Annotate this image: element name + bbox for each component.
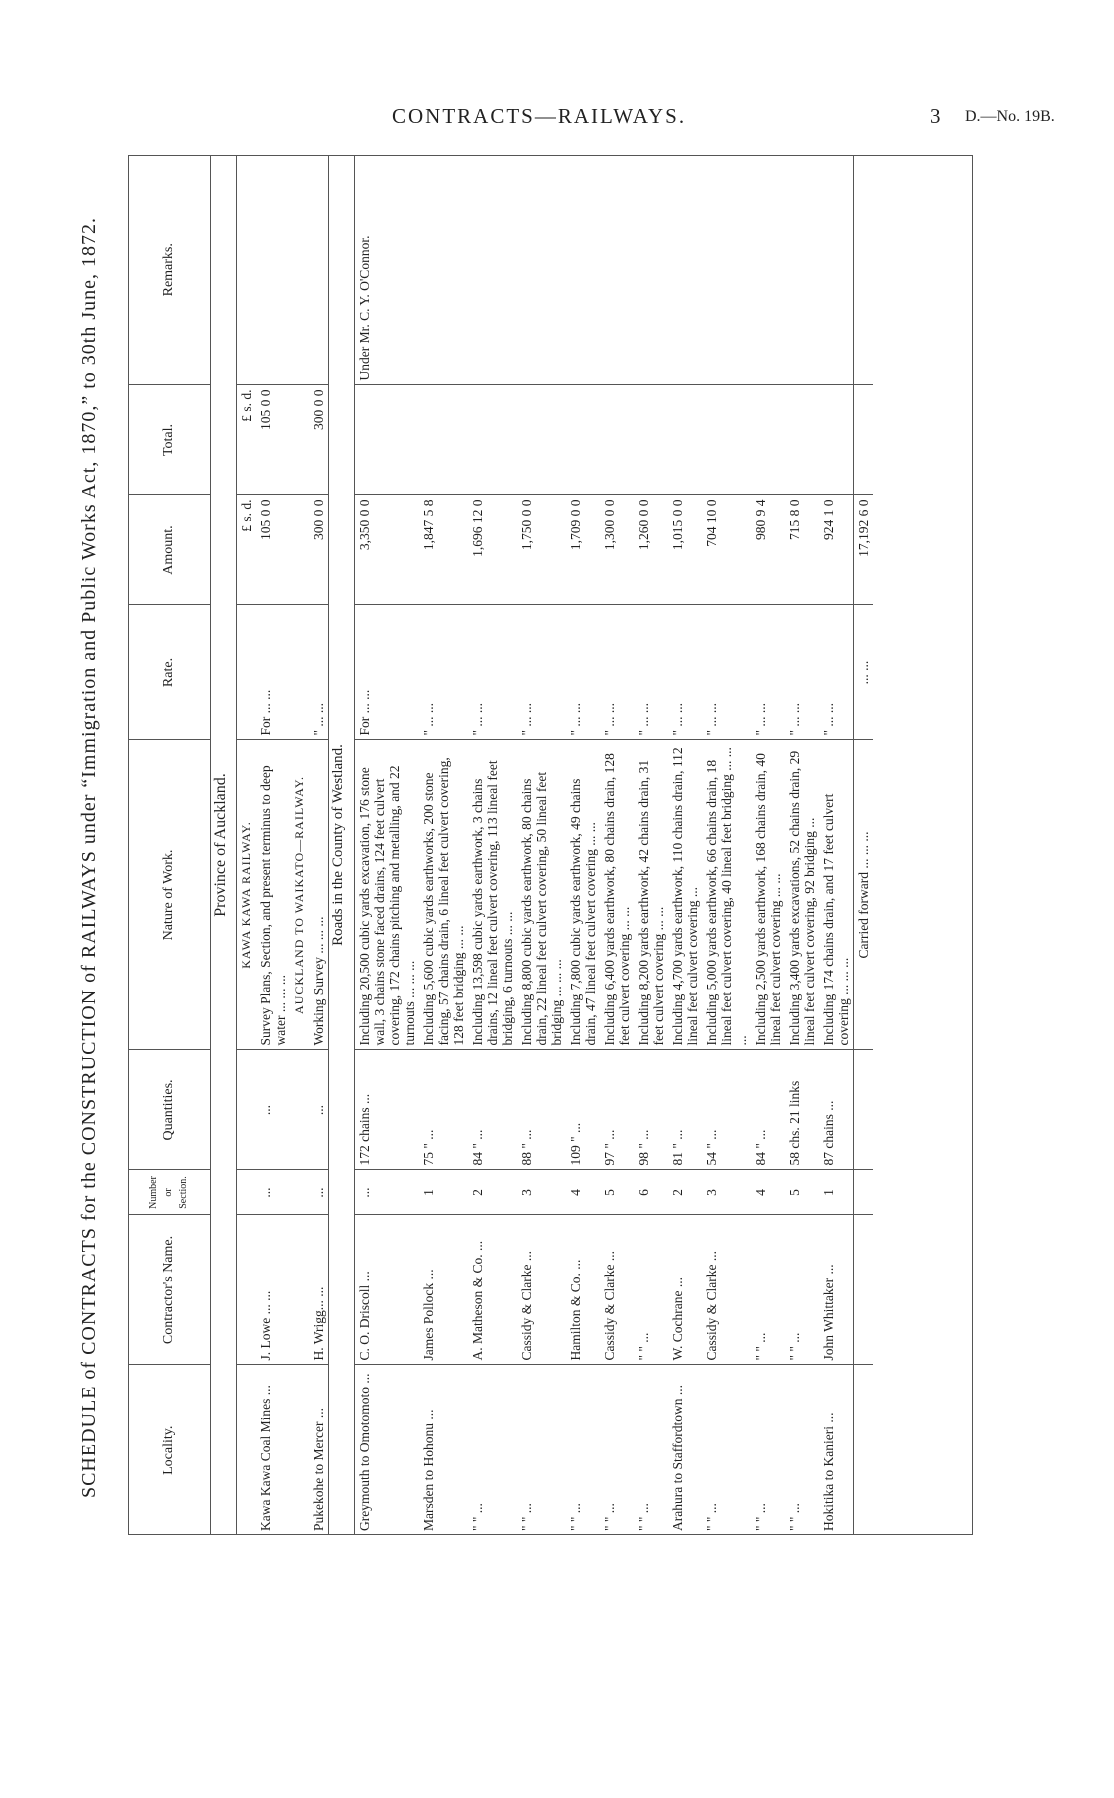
table-row <box>419 155 468 1535</box>
total-cell: 300 0 0 <box>309 385 329 495</box>
rate-cell: " ... ... <box>419 605 468 740</box>
nature-cell: Including 13,598 cubic yards earthwork, 3 chains drains, 12 lineal feet culvert covering, 113 lineal feet bridging, 6 turnouts ... ... <box>468 740 517 1050</box>
rate-cell: " ... ... <box>517 605 566 740</box>
quantities-cell: 54 " ... <box>702 1050 751 1170</box>
contractor-cell: A. Matheson & Co. ... <box>468 1215 517 1365</box>
nature-cell: Including 20,500 cubic yards excavation, 176 stone wall, 3 chains stone faced drains, 124 feet culvert covering, 172 chains pitching and metalling, and 22 turnouts ... ... ... <box>354 740 419 1050</box>
amount-cell: 1,015 0 0 <box>668 495 702 605</box>
contractor-cell: Cassidy & Clarke ... <box>702 1215 751 1365</box>
total-cell <box>468 385 517 495</box>
total-cell <box>702 385 751 495</box>
rate-cell: " ... ... <box>819 605 854 740</box>
locality-cell: Marsden to Hohonu ... <box>420 1409 436 1531</box>
quantities-cell: 88 " ... <box>517 1050 566 1170</box>
quantities-cell: ... <box>309 1050 329 1170</box>
col-quantities: Quantities. <box>128 1050 210 1170</box>
table-row <box>309 155 329 1535</box>
carried-forward-amount: 17,192 6 0 <box>853 495 873 605</box>
section-cell: 1 <box>419 1170 468 1215</box>
col-rate: Rate. <box>128 605 210 740</box>
rotated-schedule-sheet <box>78 150 988 1565</box>
col-contractor: Contractor's Name. <box>128 1215 210 1365</box>
remarks-empty-cell <box>785 155 819 385</box>
total-cell <box>566 385 600 495</box>
amount-cell: 715 8 0 <box>785 495 819 605</box>
col-locality: Locality. <box>128 1365 210 1535</box>
section-cell: 4 <box>566 1170 600 1215</box>
contractor-cell: Hamilton & Co. ... <box>566 1215 600 1365</box>
nature-cell: Including 6,400 yards earthwork, 80 chains drain, 128 feet culvert covering ... ... <box>600 740 634 1050</box>
rate-cell: " ... ... <box>566 605 600 740</box>
province-heading: Province of Auckland. <box>210 155 236 1535</box>
amount-cell: 1,300 0 0 <box>600 495 634 605</box>
total-cell <box>634 385 668 495</box>
remarks-empty-cell <box>819 155 854 385</box>
table-row <box>634 155 668 1535</box>
locality-cell: Hokitika to Kanieri ... <box>820 1412 836 1531</box>
total-cell <box>419 385 468 495</box>
col-remarks: Remarks. <box>128 155 210 385</box>
locality-cell: " " ... <box>518 1503 534 1531</box>
rate-cell: For ... ... <box>354 605 419 740</box>
nature-cell: Including 5,600 cubic yards earthworks, 200 stone facing, 57 chains drain, 6 lineal feet culvert covering, 128 feet bridging ... ... <box>419 740 468 1050</box>
auckland-waikato-heading: AUCKLAND TO WAIKATO—RAILWAY. <box>290 740 309 1050</box>
table-row <box>354 155 419 1535</box>
contractor-cell: " " ... <box>751 1215 785 1365</box>
nature-cell: Including 3,400 yards excavations, 52 chains drain, 29 lineal feet culvert covering, 92 bridging ... <box>785 740 819 1050</box>
locality-cell: " " ... <box>469 1503 485 1531</box>
nature-cell: Including 174 chains drain, and 17 feet culvert covering ... ... ... <box>819 740 854 1050</box>
section-cell: ... <box>354 1170 419 1215</box>
locality-cell: " " ... <box>703 1503 719 1531</box>
table-row <box>468 155 517 1535</box>
remarks-empty-cell <box>634 155 668 385</box>
nature-cell: Including 5,000 yards earthwork, 66 chains drain, 18 lineal feet culvert covering, 40 lineal feet bridging ... ... ... <box>702 740 751 1050</box>
table-row <box>517 155 566 1535</box>
contractor-cell: J. Lowe ... ... <box>256 1215 290 1365</box>
table-header-row <box>128 155 210 1535</box>
table-row <box>256 155 290 1535</box>
rate-cell: " ... ... <box>751 605 785 740</box>
total-cell: 105 0 0 <box>256 385 290 495</box>
locality-cell: Greymouth to Omotomoto ... <box>356 1373 372 1531</box>
total-cell <box>751 385 785 495</box>
nature-cell: Working Survey ... ... ... <box>309 740 329 1050</box>
col-total: Total. <box>128 385 210 495</box>
total-cell <box>668 385 702 495</box>
locality-cell: " " ... <box>635 1503 651 1531</box>
col-section: Number or Section. <box>128 1170 210 1215</box>
county-heading: Roads in the County of Westland. <box>328 155 354 1535</box>
amount-cell: 1,750 0 0 <box>517 495 566 605</box>
amount-cell: 1,847 5 8 <box>419 495 468 605</box>
amount-cell: 924 1 0 <box>819 495 854 605</box>
quantities-cell: 75 " ... <box>419 1050 468 1170</box>
section-cell: 3 <box>702 1170 751 1215</box>
rate-cell: " ... ... <box>702 605 751 740</box>
nature-cell: Survey Plans, Section, and present terminus to deep water ... ... ... <box>256 740 290 1050</box>
document-reference: D.—No. 19B. <box>965 108 1055 125</box>
locality-cell: " " ... <box>786 1503 802 1531</box>
section-cell: 1 <box>819 1170 854 1215</box>
remarks-empty-cell <box>668 155 702 385</box>
quantities-cell: 109 " ... <box>566 1050 600 1170</box>
total-currency: £ s. d. <box>236 385 256 495</box>
remarks-cell: Under Mr. C. Y. O'Connor. <box>354 155 419 385</box>
amount-cell: 3,350 0 0 <box>354 495 419 605</box>
quantities-cell: ... <box>256 1050 290 1170</box>
section-cell: 5 <box>600 1170 634 1215</box>
kawa-railway-heading: KAWA KAWA RAILWAY. <box>236 740 256 1050</box>
section-cell: 2 <box>668 1170 702 1215</box>
col-amount: Amount. <box>128 495 210 605</box>
amount-cell: 704 10 0 <box>702 495 751 605</box>
rate-cell: For ... ... <box>256 605 290 740</box>
amount-currency: £ s. d. <box>236 495 256 605</box>
page-header-title: CONTRACTS—RAILWAYS. <box>392 104 687 128</box>
locality-cell: " " ... <box>567 1503 583 1531</box>
table-row <box>702 155 751 1535</box>
section-cell: 5 <box>785 1170 819 1215</box>
nature-cell: Including 7,800 cubic yards earthwork, 49 chains drain, 47 lineal feet culvert covering ... ... <box>566 740 600 1050</box>
remarks-empty-cell <box>566 155 600 385</box>
total-cell <box>819 385 854 495</box>
carried-forward-label: Carried forward ... ... ... <box>853 740 873 1050</box>
remarks-empty-cell <box>600 155 634 385</box>
section-cell: ... <box>309 1170 329 1215</box>
quantities-cell: 58 chs. 21 links <box>785 1050 819 1170</box>
section-cell: 2 <box>468 1170 517 1215</box>
rate-cell: " ... ... <box>634 605 668 740</box>
locality-cell: Kawa Kawa Coal Mines ... <box>257 1385 273 1531</box>
remarks-empty-cell <box>468 155 517 385</box>
contractor-cell: H. Wrigg... ... <box>309 1215 329 1365</box>
schedule-title: SCHEDULE of CONTRACTS for the CONSTRUCTION of RAILWAYS under “Immigration and Public Works Act, 1870,” to 30th June, 1872. <box>78 216 100 1499</box>
nature-cell: Including 8,800 cubic yards earthwork, 80 chains drain, 22 lineal feet culvert covering, 50 lineal feet bridging ... ... ... <box>517 740 566 1050</box>
quantities-cell: 84 " ... <box>751 1050 785 1170</box>
contractor-cell: James Pollock ... <box>419 1215 468 1365</box>
total-cell <box>600 385 634 495</box>
locality-cell: " " ... <box>601 1503 617 1531</box>
nature-cell: Including 2,500 yards earthwork, 168 chains drain, 40 lineal feet culvert covering ... ... <box>751 740 785 1050</box>
contractor-cell: W. Cochrane ... <box>668 1215 702 1365</box>
table-row <box>751 155 785 1535</box>
contractor-cell: " " ... <box>634 1215 668 1365</box>
locality-cell: " " ... <box>752 1503 768 1531</box>
quantities-cell: 81 " ... <box>668 1050 702 1170</box>
amount-cell: 300 0 0 <box>309 495 329 605</box>
contractor-cell: C. O. Driscoll ... <box>354 1215 419 1365</box>
section-cell: 3 <box>517 1170 566 1215</box>
nature-cell: Including 4,700 yards earthwork, 110 chains drain, 112 lineal feet culvert covering ... <box>668 740 702 1050</box>
rate-cell: " ... ... <box>785 605 819 740</box>
remarks-empty-cell <box>419 155 468 385</box>
total-cell <box>354 385 419 495</box>
amount-cell: 1,260 0 0 <box>634 495 668 605</box>
rate-cell: " ... ... <box>668 605 702 740</box>
carried-forward-row <box>853 155 873 1535</box>
remarks-empty-cell <box>751 155 785 385</box>
contractor-cell: Cassidy & Clarke ... <box>600 1215 634 1365</box>
remarks-empty-cell <box>517 155 566 385</box>
remarks-empty-cell <box>702 155 751 385</box>
locality-cell: Pukekohe to Mercer ... <box>310 1408 326 1531</box>
total-cell <box>517 385 566 495</box>
quantities-cell: 98 " ... <box>634 1050 668 1170</box>
col-nature: Nature of Work. <box>128 740 210 1050</box>
amount-cell: 980 9 4 <box>751 495 785 605</box>
table-row <box>600 155 634 1535</box>
page-number: 3 <box>930 104 941 128</box>
contractor-cell: Cassidy & Clarke ... <box>517 1215 566 1365</box>
contracts-table <box>128 155 873 1535</box>
quantities-cell: 87 chains ... <box>819 1050 854 1170</box>
rate-cell: " ... ... <box>468 605 517 740</box>
locality-cell: Arahura to Staffordtown ... <box>669 1385 685 1531</box>
nature-cell: Including 8,200 yards earthwork, 42 chains drain, 31 feet culvert covering ... ... <box>634 740 668 1050</box>
carried-forward-rate: ... ... <box>853 605 873 740</box>
contractor-cell: John Whittaker ... <box>819 1215 854 1365</box>
amount-cell: 1,709 0 0 <box>566 495 600 605</box>
quantities-cell: 84 " ... <box>468 1050 517 1170</box>
table-row <box>819 155 854 1535</box>
table-row <box>566 155 600 1535</box>
rate-cell: " ... ... <box>309 605 329 740</box>
rate-cell: " ... ... <box>600 605 634 740</box>
contractor-cell: " " ... <box>785 1215 819 1365</box>
section-cell: 6 <box>634 1170 668 1215</box>
section-cell: ... <box>256 1170 290 1215</box>
section-cell: 4 <box>751 1170 785 1215</box>
quantities-cell: 172 chains ... <box>354 1050 419 1170</box>
amount-cell: 1,696 12 0 <box>468 495 517 605</box>
total-cell <box>785 385 819 495</box>
table-row <box>668 155 702 1535</box>
amount-cell: 105 0 0 <box>256 495 290 605</box>
table-row <box>785 155 819 1535</box>
quantities-cell: 97 " ... <box>600 1050 634 1170</box>
